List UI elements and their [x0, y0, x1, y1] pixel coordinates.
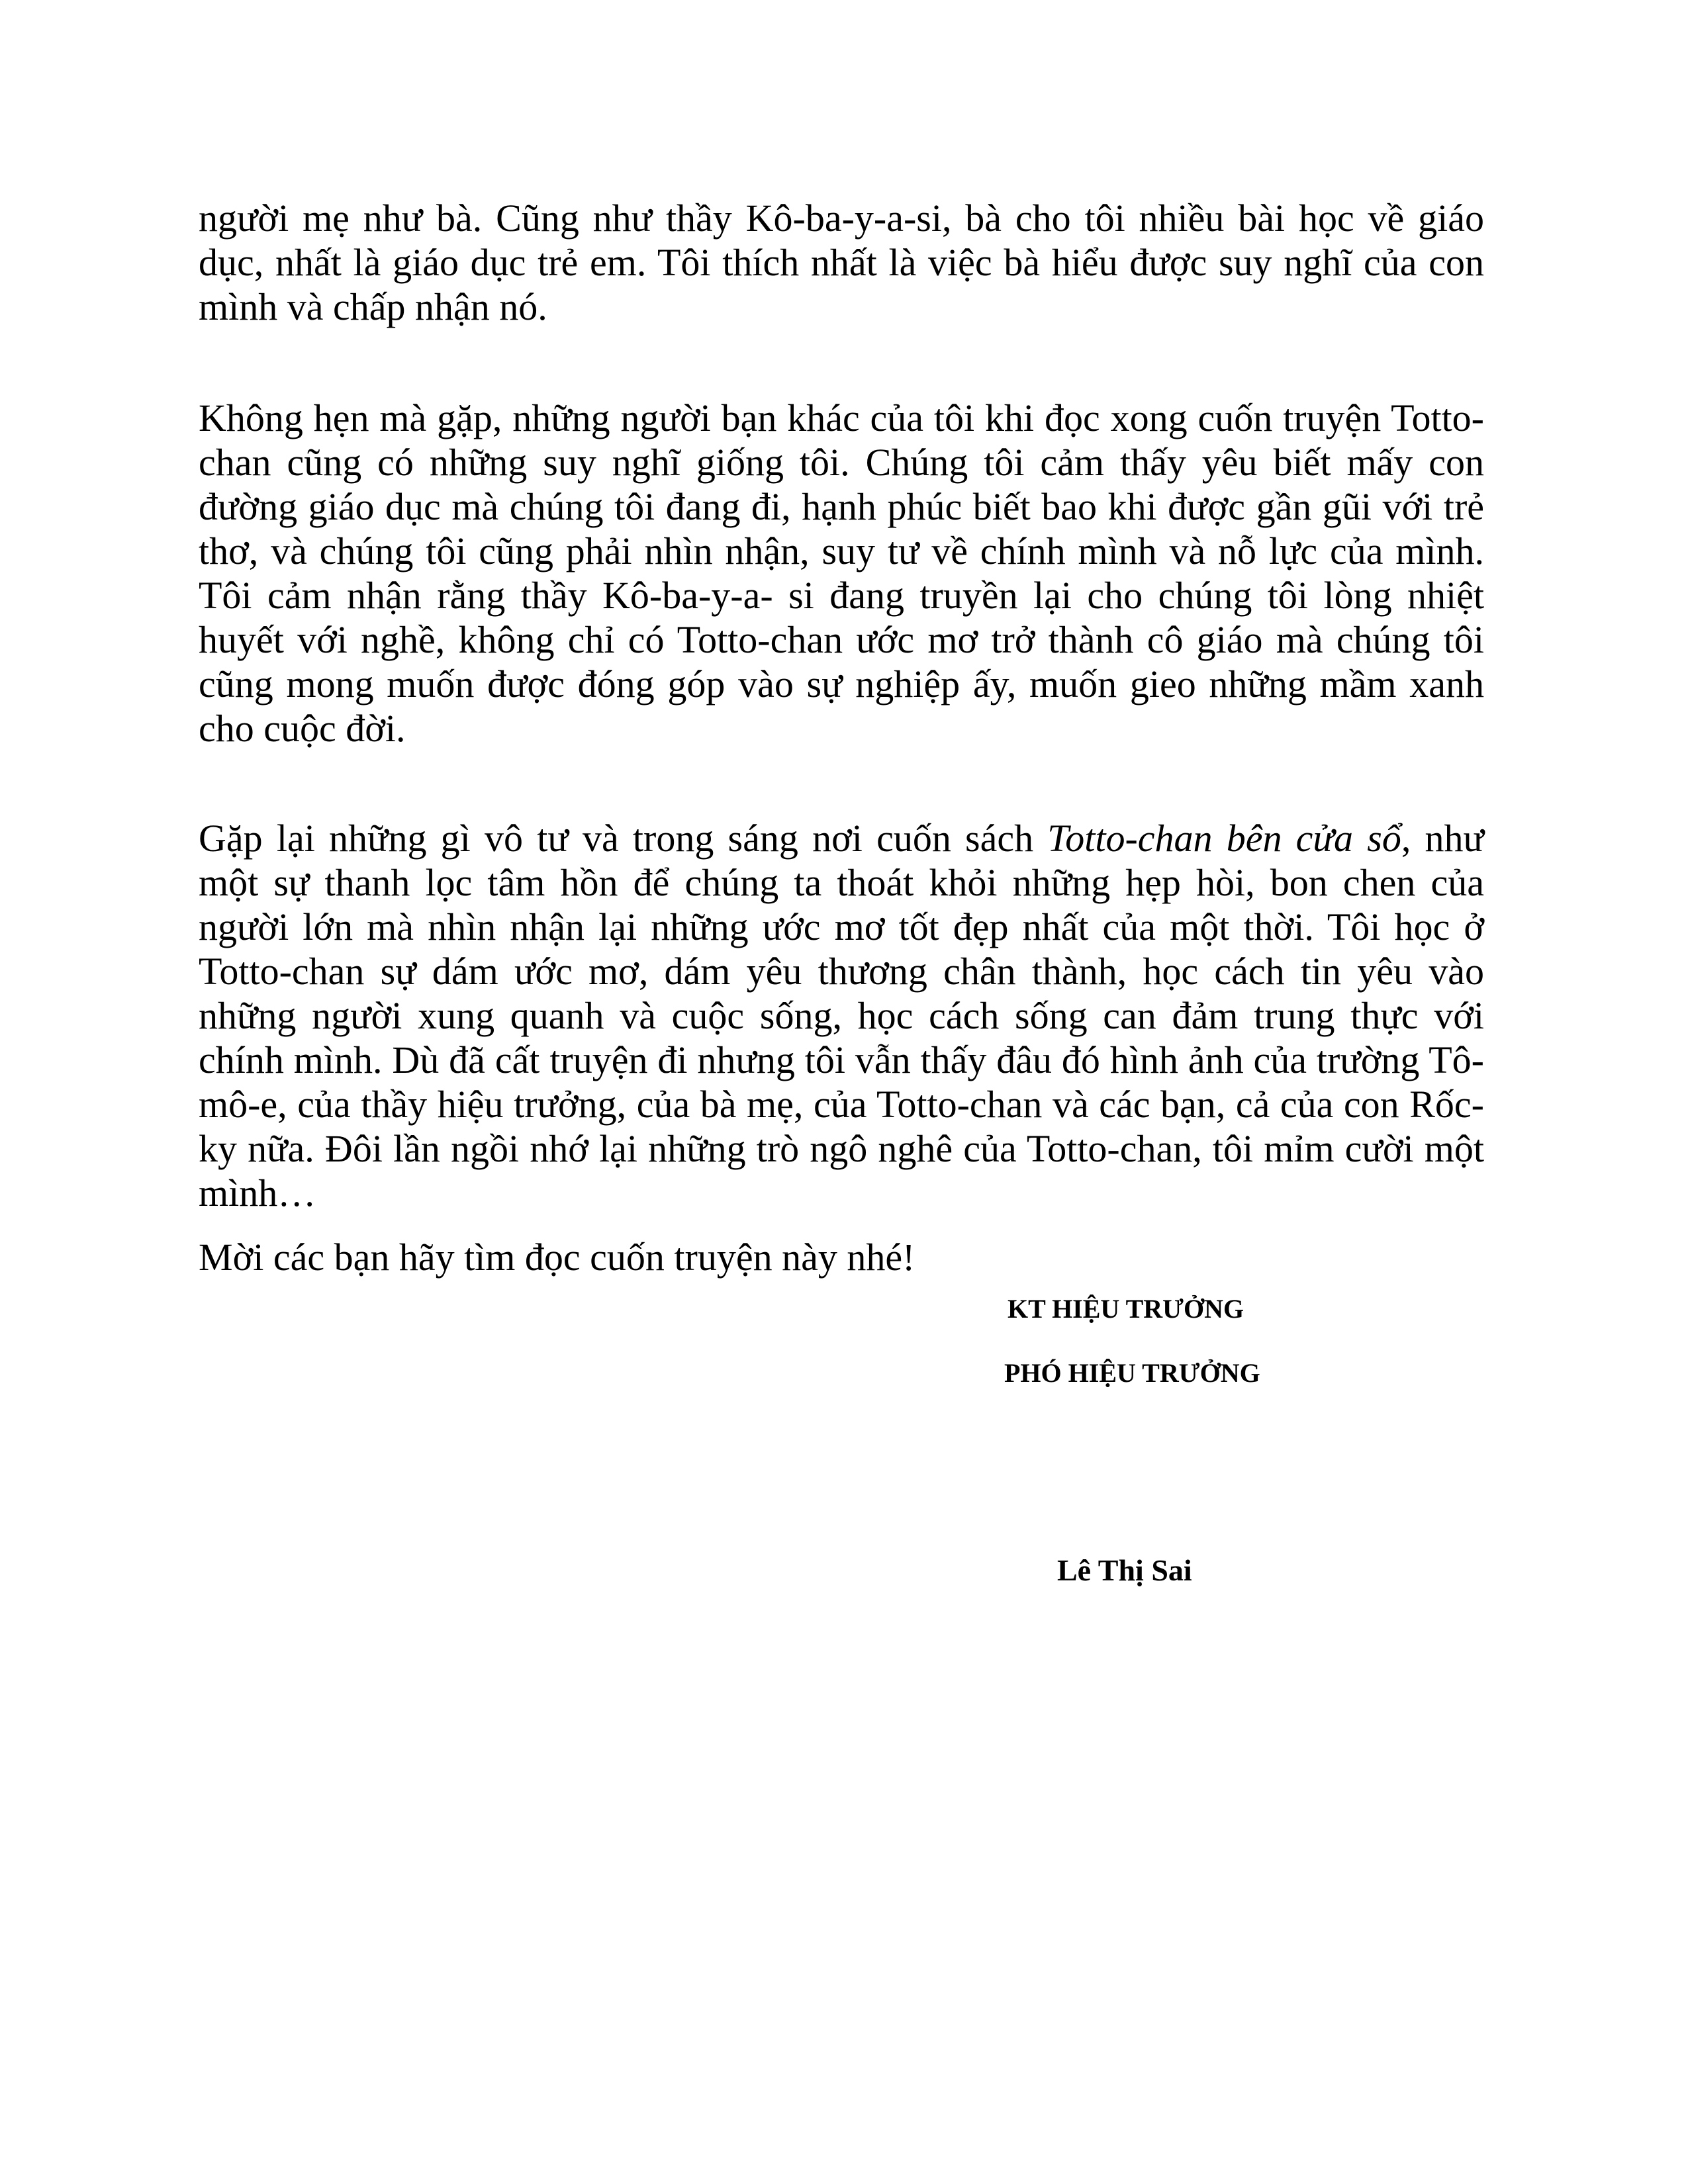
paragraph-line: Không hẹn mà gặp, những người bạn khác của tôi khi đọc xong cuốn truyện Totto- — [199, 396, 1484, 439]
paragraph-line: những người xung quanh và cuộc sống, học cách sống can đảm trung thực với — [199, 994, 1484, 1037]
signature-role-line-1: KT HIỆU TRƯỞNG — [1008, 1294, 1244, 1324]
text-run: , như — [1401, 817, 1484, 860]
paragraph-line: đường giáo dục mà chúng tôi đang đi, hạnh phúc biết bao khi được gần gũi với trẻ — [199, 485, 1484, 528]
paragraph-first-line — [199, 816, 1484, 860]
paragraph-1 — [199, 196, 1484, 329]
paragraph-line: chan cũng có những suy nghĩ giống tôi. Chúng tôi cảm thấy yêu biết mấy con — [199, 441, 1484, 484]
closing-sentence: Mời các bạn hãy tìm đọc cuốn truyện này nhé! — [199, 1236, 915, 1279]
paragraph-line: người lớn mà nhìn nhận lại những ước mơ tốt đẹp nhất của một thời. Tôi học ở — [199, 905, 1484, 948]
paragraph-line: ky nữa. Đôi lần ngồi nhớ lại những trò ngô nghê của Totto-chan, tôi mỉm cười một — [199, 1127, 1484, 1170]
paragraph-line: Tôi cảm nhận rằng thầy Kô-ba-y-a- si đang truyền lại cho chúng tôi lòng nhiệt — [199, 574, 1484, 617]
paragraph-line: chính mình. Dù đã cất truyện đi nhưng tôi vẫn thấy đâu đó hình ảnh của trường Tô- — [199, 1038, 1484, 1081]
paragraph-line: một sự thanh lọc tâm hồn để chúng ta thoát khỏi những hẹp hòi, bon chen của — [199, 861, 1484, 904]
paragraph-line: Totto-chan sự dám ước mơ, dám yêu thương chân thành, học cách tin yêu vào — [199, 950, 1484, 993]
paragraph-line: mình và chấp nhận nó. — [199, 285, 547, 328]
book-title: Totto-chan bên cửa sổ — [1047, 817, 1401, 860]
signature-name: Lê Thị Sai — [1057, 1553, 1192, 1587]
paragraph-3 — [199, 816, 1484, 1215]
paragraph-line: mình… — [199, 1171, 316, 1214]
signature-role-line-2: PHÓ HIỆU TRƯỞNG — [1004, 1358, 1260, 1388]
paragraph-line: thơ, và chúng tôi cũng phải nhìn nhận, suy tư về chính mình và nỗ lực của mình. — [199, 529, 1484, 572]
paragraph-line: người mẹ như bà. Cũng như thầy Kô-ba-y-a-si, bà cho tôi nhiều bài học về giáo — [199, 197, 1484, 240]
paragraph-line: huyết với nghề, không chỉ có Totto-chan ước mơ trở thành cô giáo mà chúng tôi — [199, 618, 1484, 661]
paragraph-line: cũng mong muốn được đóng góp vào sự nghiệp ấy, muốn gieo những mầm xanh — [199, 662, 1484, 705]
paragraph-line: cho cuộc đời. — [199, 707, 406, 750]
paragraph-line: dục, nhất là giáo dục trẻ em. Tôi thích nhất là việc bà hiểu được suy nghĩ của con — [199, 241, 1484, 284]
text-run: Gặp lại những gì vô tư và trong sáng nơi cuốn sách — [199, 817, 1048, 860]
paragraph-line: mô-e, của thầy hiệu trưởng, của bà mẹ, của Totto-chan và các bạn, cả của con Rốc- — [199, 1083, 1484, 1126]
paragraph-2 — [199, 396, 1484, 751]
